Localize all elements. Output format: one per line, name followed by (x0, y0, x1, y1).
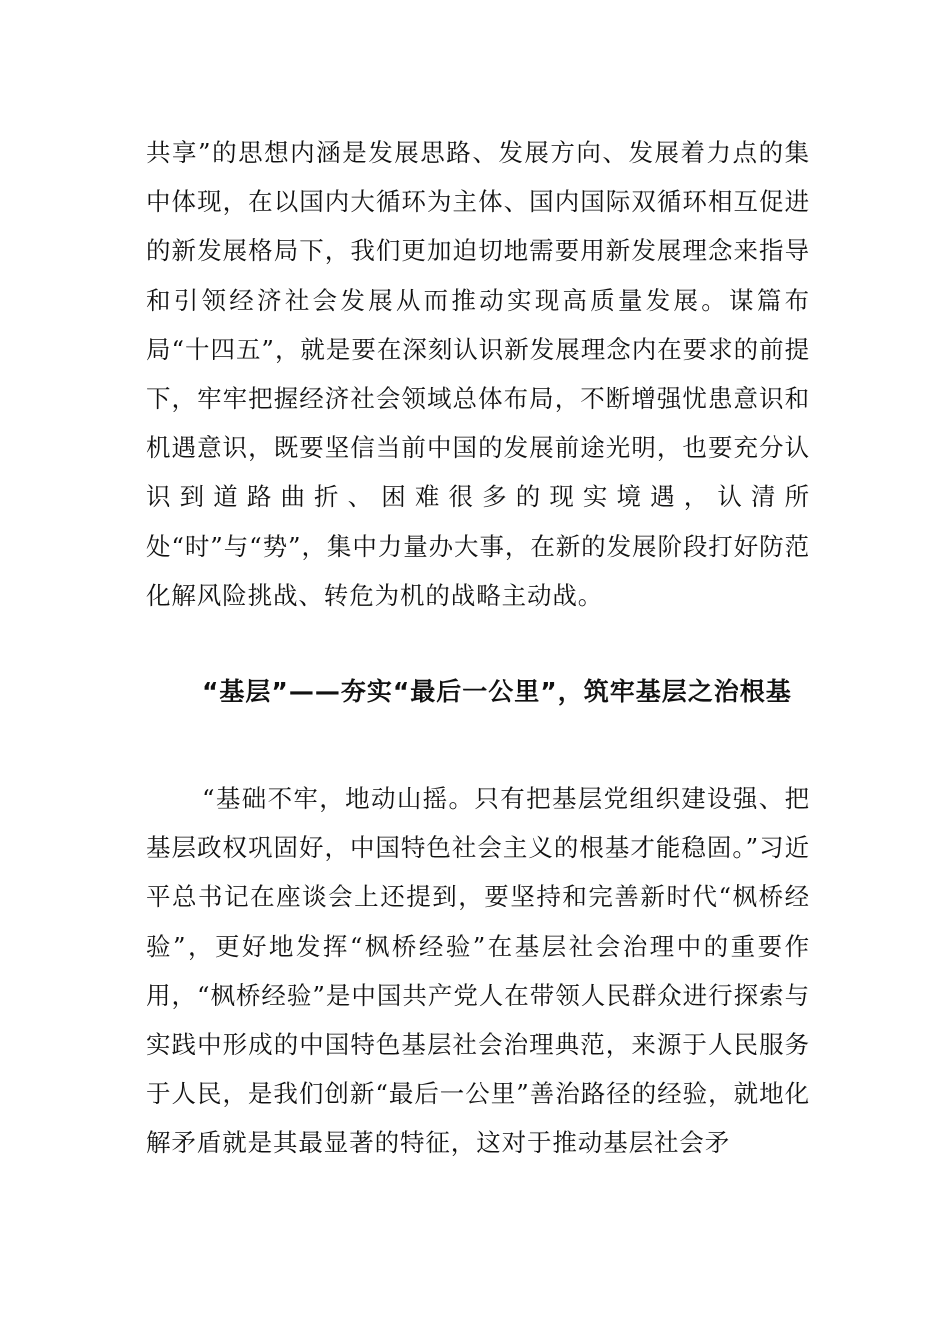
section-heading: “基层”——夯实“最后一公里”，筑牢基层之治根基 (202, 677, 792, 707)
paragraph-spacer (146, 620, 810, 664)
paragraph-body: “基础不牢，地动山摇。只有把基层党组织建设强、把基层政权巩固好，中国特色社会主义的根基才能稳固。”习近平总书记在座谈会上还提到，要坚持和完善新时代“枫桥经验”，更好地发挥“枫桥经验”在基层社会治理中的重要作用，“枫桥经验”是中国共产党人在带领人民群众进行探索与实践中形成的中国特色基层社会治理典范，来源于人民服务于人民，是我们创新“最后一公里”善治路径的经验，就地化解矛盾就是其最显著的特征，这对于推动基层社会矛 (146, 784, 810, 1158)
heading-spacer (146, 720, 810, 774)
paragraph-continued: 共享”的思想内涵是发展思路、发展方向、发展着力点的集中体现，在以国内大循环为主体、国内国际双循环相互促进的新发展格局下，我们更加迫切地需要用新发展理念来指导和引领经济社会发展从而推动实现高质量发展。谋篇布局“十四五”，就是要在深刻认识新发展理念内在要求的前提下，牢牢把握经济社会领域总体布局，不断增强忧患意识和机遇意识，既要坚信当前中国的发展前途光明，也要充分认识到道路曲折、困难很多的现实境遇，认清所处“时”与“势”，集中力量办大事，在新的发展阶段打好防范化解风险挑战、转危为机的战略主动战。 (146, 138, 810, 610)
document-body (146, 128, 810, 1168)
